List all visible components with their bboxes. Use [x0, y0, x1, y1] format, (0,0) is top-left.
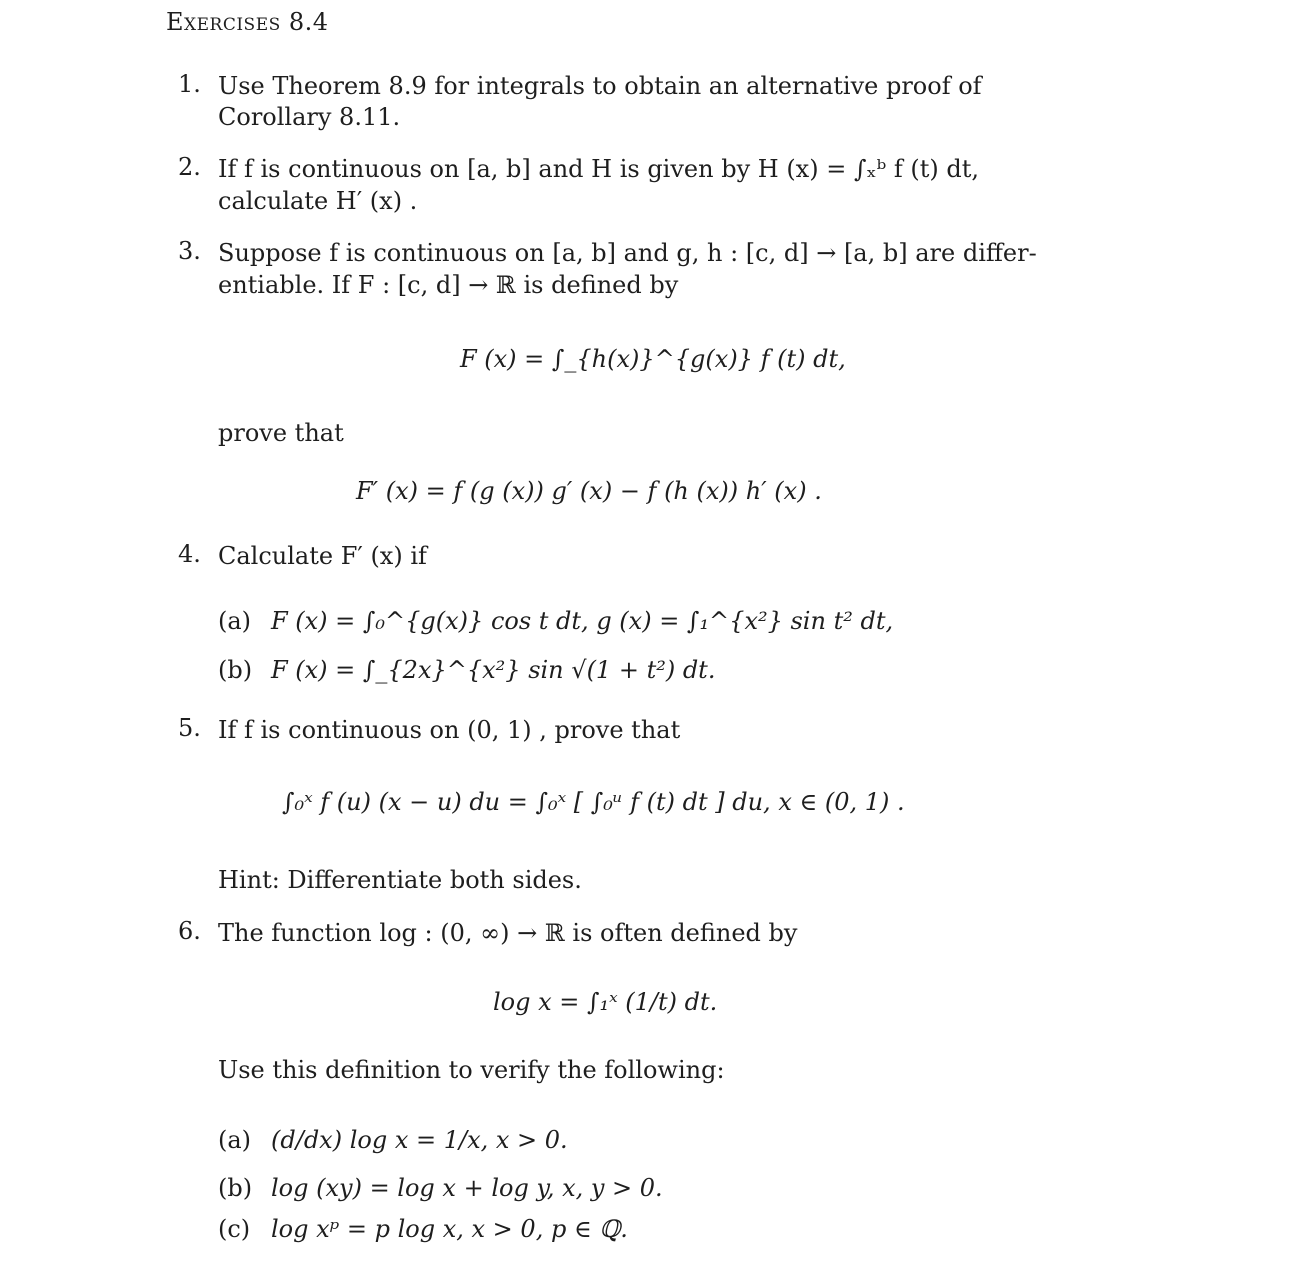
exercise-6-number: 6.	[178, 917, 201, 945]
exercise-3-line-2: entiable. If F : [c, d] → ℝ is defined by	[218, 271, 679, 299]
section-heading: Exercises 8.4	[166, 8, 329, 36]
exercise-3-number: 3.	[178, 237, 201, 265]
exercise-4a-text: F (x) = ∫₀^{g(x)} cos t dt, g (x) = ∫₁^{x²} sin t² dt,	[271, 607, 894, 635]
exercise-4-line-1: Calculate F′ (x) if	[218, 542, 427, 570]
exercise-3-display-1: F (x) = ∫_{h(x)}^{g(x)} f (t) dt,	[460, 345, 846, 373]
exercise-1-line-2: Corollary 8.11.	[218, 103, 401, 131]
exercise-4b-label: (b)	[218, 656, 253, 684]
exercise-6a-text: (d/dx) log x = 1/x, x > 0.	[271, 1126, 568, 1154]
exercise-5-line-1: If f is continuous on (0, 1) , prove that	[218, 716, 681, 744]
exercise-5-number: 5.	[178, 714, 201, 742]
exercise-6a-label: (a)	[218, 1126, 252, 1154]
exercise-5-hint: Hint: Differentiate both sides.	[218, 866, 582, 894]
exercise-4-number: 4.	[178, 540, 201, 568]
exercise-6b-text: log (xy) = log x + log y, x, y > 0.	[271, 1174, 663, 1202]
exercise-1-number: 1.	[178, 70, 201, 98]
exercise-3-display-2: F′ (x) = f (g (x)) g′ (x) − f (h (x)) h′ (x) .	[356, 477, 822, 505]
exercise-6c-text: log xᵖ = p log x, x > 0, p ∈ ℚ.	[271, 1215, 628, 1243]
exercise-5-display-1: ∫₀ˣ f (u) (x − u) du = ∫₀ˣ [ ∫₀ᵘ f (t) dt ] du, x ∈ (0, 1) .	[282, 788, 905, 816]
exercise-4b-text: F (x) = ∫_{2x}^{x²} sin √(1 + t²) dt.	[271, 656, 716, 684]
exercise-3-middle-text: prove that	[218, 419, 344, 447]
exercise-2-line-2: calculate H′ (x) .	[218, 187, 418, 215]
exercise-6-line-2: Use this definition to verify the following:	[218, 1056, 725, 1084]
exercise-2-number: 2.	[178, 153, 201, 181]
exercise-4a-label: (a)	[218, 607, 252, 635]
exercise-3-line-1: Suppose f is continuous on [a, b] and g, h : [c, d] → [a, b] are differ-	[218, 239, 1037, 267]
exercise-6-display-1: log x = ∫₁ˣ (1/t) dt.	[493, 988, 718, 1016]
exercise-6c-label: (c)	[218, 1215, 251, 1243]
exercise-6b-label: (b)	[218, 1174, 253, 1202]
exercise-6-line-1: The function log : (0, ∞) → ℝ is often defined by	[218, 919, 798, 947]
exercise-1-line-1: Use Theorem 8.9 for integrals to obtain an alternative proof of	[218, 72, 982, 100]
exercise-2-line-1: If f is continuous on [a, b] and H is given by H (x) = ∫ₓᵇ f (t) dt,	[218, 155, 979, 183]
